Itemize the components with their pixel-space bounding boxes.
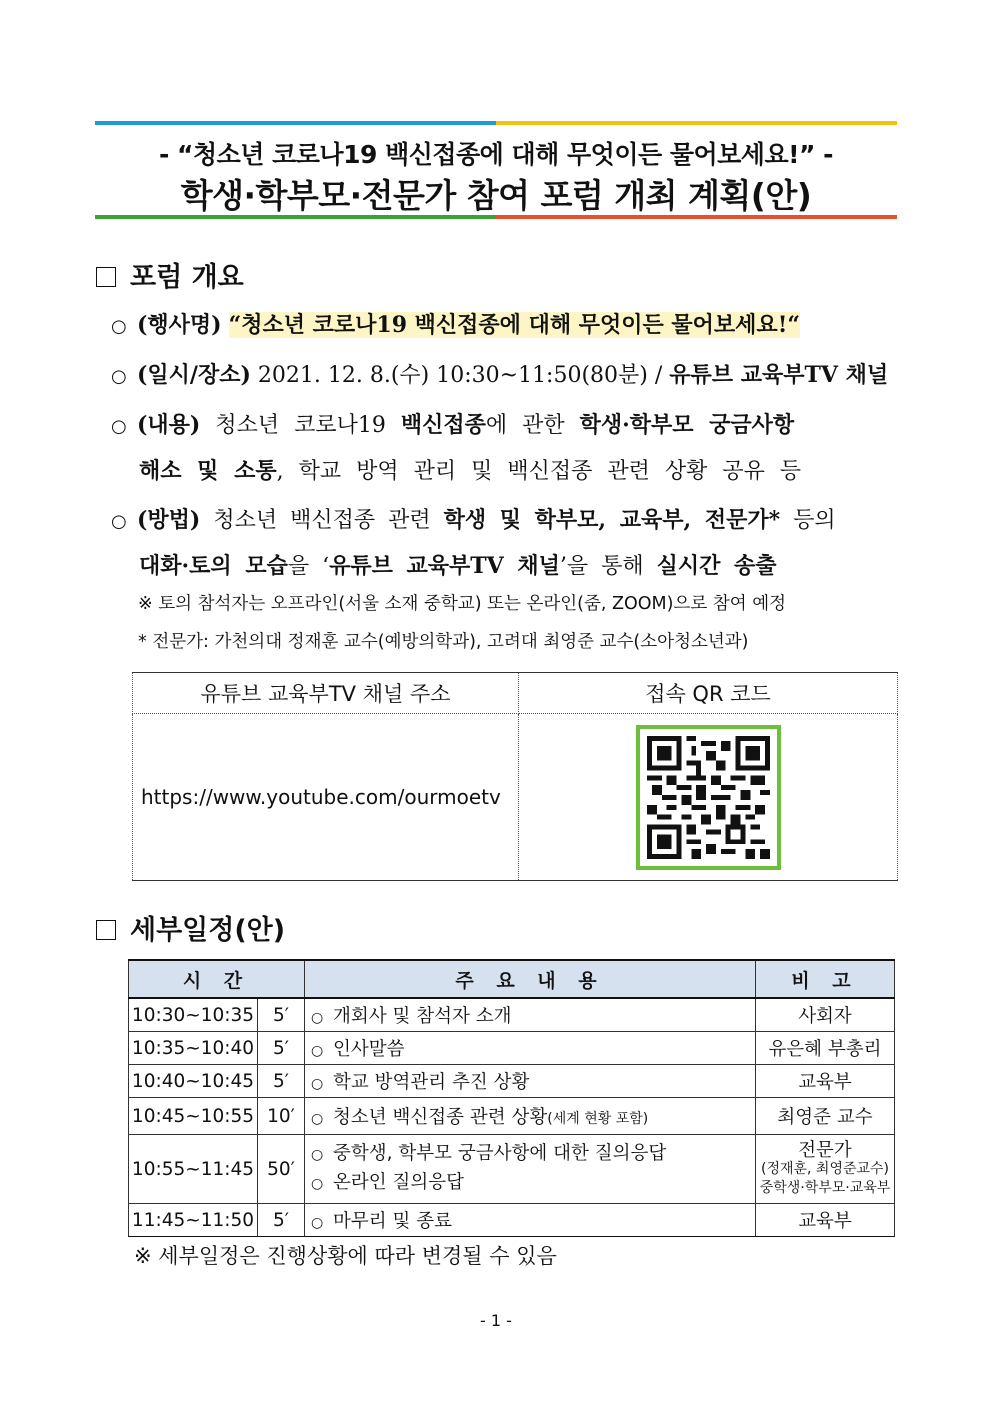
table-row: 10:45~10:55 10′ ○ 청소년 백신접종 관련 상황(세계 현황 포함) 최영준 교수 <box>129 1098 895 1135</box>
section1-heading: 포럼 개요 <box>96 255 244 294</box>
title-bottom-bar <box>95 215 897 219</box>
table-row: 10:40~10:45 5′ ○ 학교 방역관리 추진 상황 교육부 <box>129 1065 895 1098</box>
title-main: 학생·학부모·전문가 참여 포럼 개최 계획(안) <box>180 176 812 215</box>
schedule-table <box>128 959 895 1237</box>
content-line: ○ (내용) 청소년 코로나19 백신접종에 관한 학생·학부모 궁금사항 해소 및 소통, 학교 방역 관리 및 백신접종 관련 상황 공유 등 <box>111 412 802 484</box>
schedule-header-time: 시 간 <box>129 960 305 998</box>
qr-header: 접속 QR 코드 <box>519 673 898 714</box>
schedule-header-content: 주 요 내 용 <box>305 960 756 998</box>
qr-cell <box>519 714 898 881</box>
event-name: “청소년 코로나19 백신접종에 대해 무엇이든 물어보세요!“ <box>228 312 801 338</box>
checkbox-square-icon <box>96 920 116 940</box>
title-subtitle: - “청소년 코로나19 백신접종에 대해 무엇이든 물어보세요!” - <box>158 140 834 169</box>
schedule-header-note: 비 고 <box>756 960 895 998</box>
section2-heading: 세부일정(안) <box>96 908 285 947</box>
table-row: 10:35~10:40 5′ ○ 인사말씀 유은혜 부총리 <box>129 1032 895 1065</box>
datetime-line: ○ (일시/장소) 2021. 12. 8.(수) 10:30~11:50(80분) / 유튜브 교육부TV 채널 <box>111 362 889 388</box>
note-experts: * 전문가: 가천의대 정재훈 교수(예방의학과), 고려대 최영준 교수(소아청소년과) <box>138 632 749 652</box>
channel-address-header: 유튜브 교육부TV 채널 주소 <box>133 673 519 714</box>
table-row: 11:45~11:50 5′ ○ 마무리 및 종료 교육부 <box>129 1204 895 1237</box>
title-box <box>95 121 897 219</box>
qr-code-icon[interactable] <box>636 725 781 870</box>
table-row: 10:55~11:45 50′ ○ 중학생, 학부모 궁금사항에 대한 질의응답 ○ 온라인 질의응답 전문가 (정재훈, 최영준교수) 중학생·학부모·교육부 <box>129 1135 895 1204</box>
event-name-line: ○ (행사명) “청소년 코로나19 백신접종에 대해 무엇이든 물어보세요!“ <box>111 312 801 338</box>
note-participants: ※ 토의 참석자는 오프라인(서울 소재 중학교) 또는 온라인(줌, ZOOM)으로 참여 예정 <box>138 594 787 614</box>
method-line: ○ (방법) 청소년 백신접종 관련 학생 및 학부모, 교육부, 전문가* 등의 대화·토의 모습을 ‘유튜브 교육부TV 채널’을 통해 실시간 송출 <box>111 507 836 579</box>
table-row: 10:30~10:35 5′ ○ 개회사 및 참석자 소개 사회자 <box>129 998 895 1032</box>
channel-url[interactable]: https://www.youtube.com/ourmoetv <box>133 714 519 881</box>
schedule-footnote: ※ 세부일정은 진행상황에 따라 변경될 수 있음 <box>134 1244 557 1268</box>
checkbox-square-icon <box>96 267 116 287</box>
channel-table <box>132 672 898 881</box>
title-top-bar <box>95 121 897 125</box>
page-number: - 1 - <box>480 1311 512 1330</box>
